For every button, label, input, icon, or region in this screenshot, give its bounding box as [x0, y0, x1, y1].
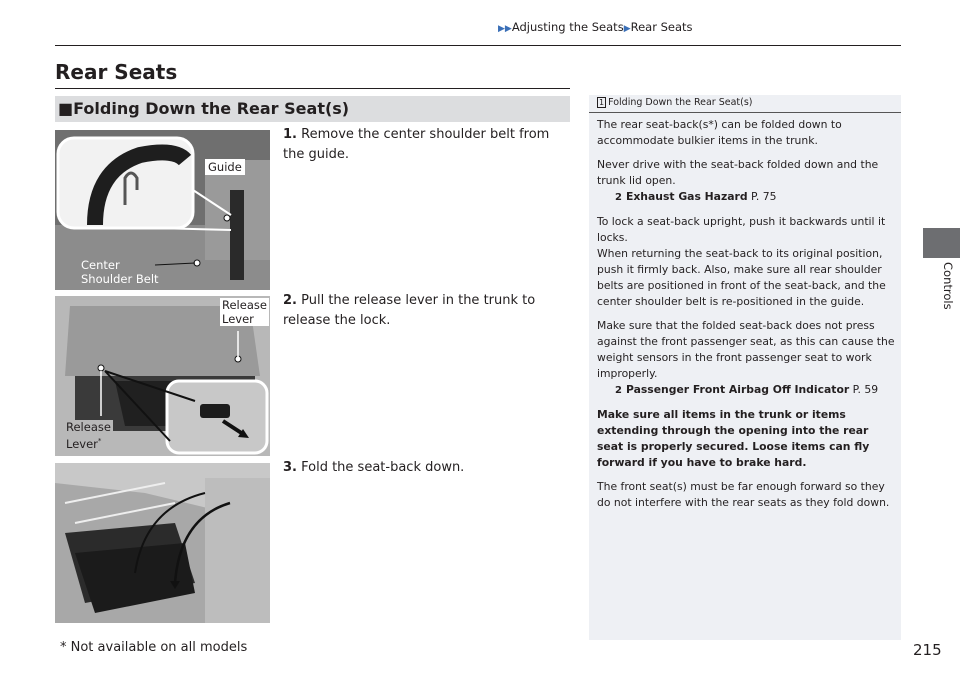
- callout-lever2-sup: *: [97, 437, 102, 445]
- note-heading-text: Folding Down the Rear Seat(s): [608, 97, 753, 108]
- callout-release-lever: [220, 298, 269, 326]
- step-number: 3.: [283, 460, 297, 475]
- callout-lever1-line1: Release: [222, 298, 267, 312]
- note-paragraph: [597, 214, 895, 310]
- step-1: [283, 125, 568, 165]
- callout-lever2-line2: Lever: [66, 436, 98, 451]
- photo-trunk-release-lever: [55, 296, 270, 456]
- note-paragraph-text: To lock a seat-back upright, push it backwards until it locks.: [597, 215, 886, 244]
- side-tab: [923, 228, 960, 258]
- breadcrumb-arrow-icon: ▶▶: [498, 24, 512, 34]
- cross-ref-arrow-icon: 2: [615, 385, 622, 396]
- footnote: * Not available on all models: [60, 640, 248, 655]
- step-text: Remove the center shoulder belt from the guide.: [283, 127, 550, 162]
- callout-center-line2: Shoulder Belt: [81, 272, 159, 286]
- cross-ref-title[interactable]: Passenger Front Airbag Off Indicator: [625, 383, 850, 396]
- note-body: [597, 117, 895, 519]
- note-heading: [597, 97, 753, 108]
- page-title: Rear Seats: [55, 60, 178, 84]
- header-rule: [55, 45, 901, 46]
- title-rule: [55, 88, 570, 89]
- section-marker: ■: [58, 99, 74, 118]
- breadcrumb: [498, 20, 693, 34]
- note-paragraph: [597, 157, 895, 206]
- breadcrumb-part-1[interactable]: Adjusting the Seats: [511, 20, 624, 34]
- note-warning: Make sure all items in the trunk or items extending through the opening into the rear seat is properly secured. Loose items can fly forward if you have to brake hard.: [597, 408, 870, 469]
- callout-release-lever-optional: [64, 420, 113, 451]
- cross-ref-page[interactable]: P. 59: [852, 383, 879, 396]
- photo-seat-back-fold: [55, 463, 270, 623]
- fold-illustration: [55, 463, 270, 623]
- cross-ref-page[interactable]: P. 75: [751, 190, 777, 203]
- step-2: [283, 291, 573, 331]
- cross-ref-title[interactable]: Exhaust Gas Hazard: [625, 190, 748, 203]
- callout-lever1-line2: Lever: [222, 312, 254, 326]
- step-3: [283, 458, 568, 478]
- cross-ref-arrow-icon: 2: [615, 192, 622, 203]
- step-text: Pull the release lever in the trunk to release the lock.: [283, 293, 536, 328]
- side-tab-label: Controls: [941, 262, 955, 310]
- step-text: Fold the seat-back down.: [301, 460, 465, 475]
- callout-center-belt: [78, 257, 162, 287]
- breadcrumb-arrow-icon: ▶: [623, 24, 631, 34]
- note-paragraph: The rear seat-back(s*) can be folded down to accommodate bulkier items in the trunk.: [597, 118, 842, 147]
- cross-reference[interactable]: [597, 189, 895, 206]
- note-paragraph-text: Make sure that the folded seat-back does not press against the front passenger seat, as this can cause the weight sensors in the front passenger seat to work improperly.: [597, 319, 895, 380]
- note-paragraph: [597, 318, 895, 399]
- photo-shoulder-belt-guide: [55, 130, 270, 290]
- note-paragraph-text: When returning the seat-back to its original position, push it firmly back. Also, make sure all rear shoulder belts are positioned in front of the seat-back, and the center shoulder belt is re-positioned in the guide.: [597, 247, 886, 308]
- breadcrumb-part-2[interactable]: Rear Seats: [630, 20, 693, 34]
- callout-guide: Guide: [205, 159, 245, 175]
- note-ref-icon: 1: [599, 98, 605, 107]
- callout-center-line1: Center: [81, 258, 120, 272]
- page-number: 215: [913, 641, 942, 659]
- section-title: [58, 99, 349, 118]
- step-number: 2.: [283, 293, 297, 308]
- note-paragraph: The front seat(s) must be far enough forward so they do not interfere with the rear seats as they fold down.: [597, 480, 890, 509]
- step-number: 1.: [283, 127, 297, 142]
- cross-reference[interactable]: [597, 382, 895, 399]
- section-title-text: Folding Down the Rear Seat(s): [73, 99, 350, 118]
- note-paragraph-text: Never drive with the seat-back folded down and the trunk lid open.: [597, 158, 879, 187]
- callout-lever2-line1: Release: [66, 420, 111, 434]
